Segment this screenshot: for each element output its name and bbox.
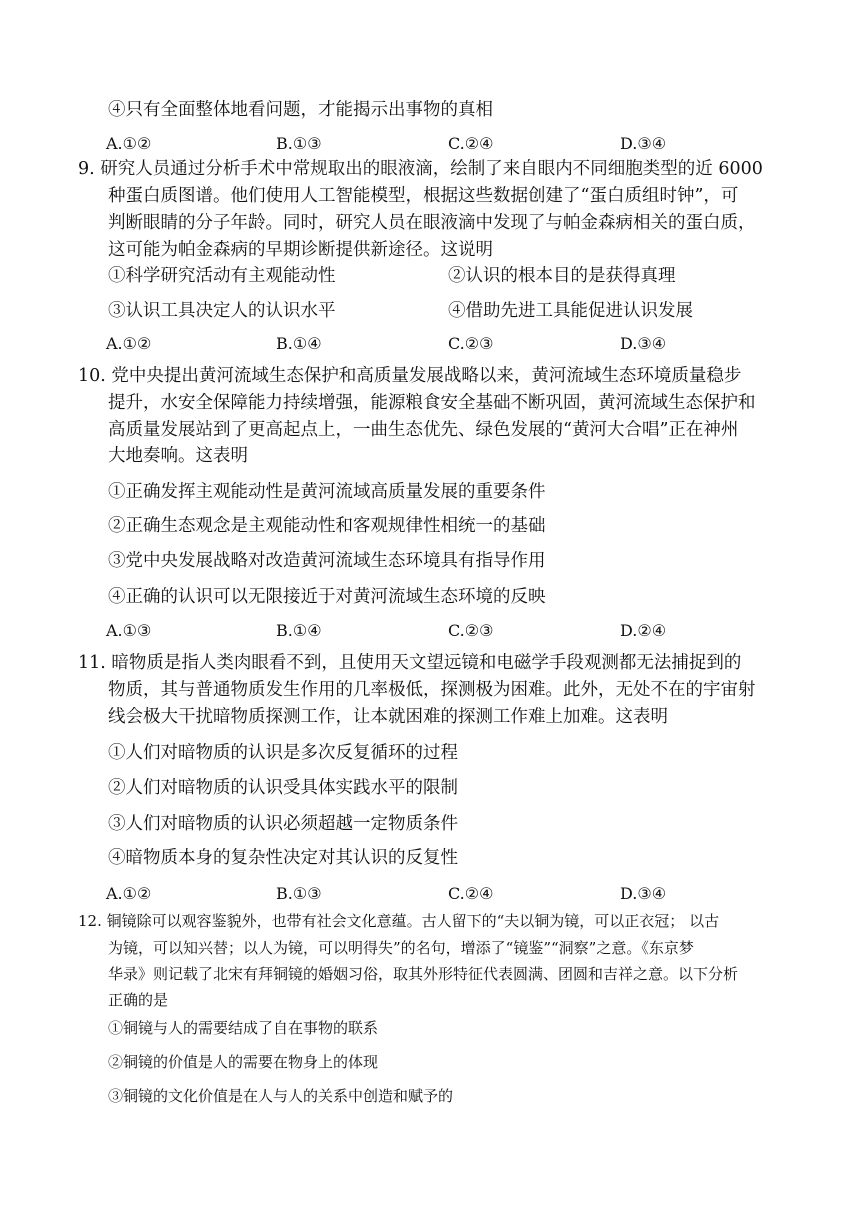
q10-stem-line-4: 大地奏响。这表明 xyxy=(108,446,248,466)
q9-option-1: ①科学研究活动有主观能动性 xyxy=(108,266,336,286)
q11-option-2: ②人们对暗物质的认识受具体实践水平的限制 xyxy=(108,778,458,798)
q9-stem-line-1: 9. 研究人员通过分析手术中常规取出的眼液滴，绘制了来自眼内不同细胞类型的近 6000 xyxy=(78,159,763,179)
q11-stem-line-1: 11. 暗物质是指人类肉眼看不到，且使用天文望远镜和电磁学手段观测都无法捕捉到的 xyxy=(78,653,742,673)
q11-option-1: ①人们对暗物质的认识是多次反复循环的过程 xyxy=(108,743,458,763)
q9-stem-line-2: 种蛋白质图谱。他们使用人工智能模型，根据这些数据创建了“蛋白质组时钟”，可 xyxy=(108,186,739,206)
q11-option-4: ④暗物质本身的复杂性决定对其认识的反复性 xyxy=(108,848,458,868)
q8-choice-b: B.①③ xyxy=(276,134,322,153)
q10-choice-a: A.①③ xyxy=(106,621,152,640)
q12-stem-line-2: 为镜，可以知兴替；以人为镜，可以明得失”的名句，增添了“镜鉴”“洞察”之意。《东京梦 xyxy=(108,939,694,957)
q9-option-2: ②认识的根本目的是获得真理 xyxy=(448,266,676,286)
q11-option-3: ③人们对暗物质的认识必须超越一定物质条件 xyxy=(108,814,458,834)
q11-stem-line-2: 物质，其与普通物质发生作用的几率极低，探测极为困难。此外，无处不在的宇宙射 xyxy=(108,680,756,700)
q9-choice-b: B.①④ xyxy=(276,334,322,353)
q9-stem-line-4: 这可能为帕金森病的早期诊断提供新途径。这说明 xyxy=(108,240,493,260)
q10-option-4: ④正确的认识可以无限接近于对黄河流域生态环境的反映 xyxy=(108,587,546,607)
q9-choice-a: A.①② xyxy=(106,334,152,353)
q11-choice-c: C.②④ xyxy=(448,884,494,903)
q10-stem-line-2: 提升，水安全保障能力持续增强，能源粮食安全基础不断巩固，黄河流域生态保护和 xyxy=(108,393,756,413)
q9-stem-line-3: 判断眼睛的分子年龄。同时，研究人员在眼液滴中发现了与帕金森病相关的蛋白质， xyxy=(108,213,756,233)
q12-option-1: ①铜镜与人的需要结成了自在事物的联系 xyxy=(108,1019,379,1037)
q12-stem-line-4: 正确的是 xyxy=(108,991,169,1009)
q8-choice-c: C.②④ xyxy=(448,134,494,153)
q10-choice-b: B.①④ xyxy=(276,621,322,640)
q11-choice-a: A.①② xyxy=(106,884,152,903)
q12-stem-line-3: 华录》则记载了北宋有拜铜镜的婚姻习俗，取其外形特征代表圆满、团圆和吉祥之意。以下分析 xyxy=(108,965,739,983)
q8-choice-d: D.③④ xyxy=(620,134,667,153)
q9-option-4: ④借助先进工具能促进认识发展 xyxy=(448,301,693,321)
q10-option-2: ②正确生态观念是主观能动性和客观规律性相统一的基础 xyxy=(108,516,546,536)
q10-option-3: ③党中央发展战略对改造黄河流域生态环境具有指导作用 xyxy=(108,551,546,571)
q10-choice-d: D.②④ xyxy=(620,621,667,640)
q10-choice-c: C.②③ xyxy=(448,621,494,640)
q10-option-1: ①正确发挥主观能动性是黄河流域高质量发展的重要条件 xyxy=(108,482,546,502)
q9-option-3: ③认识工具决定人的认识水平 xyxy=(108,301,336,321)
q10-stem-line-3: 高质量发展站到了更高起点上，一曲生态优先、绿色发展的“黄河大合唱”正在神州 xyxy=(108,420,739,440)
q12-stem-line-1: 12. 铜镜除可以观容鉴貌外，也带有社会文化意蕴。古人留下的“夫以铜为镜，可以正衣冠； 以古 xyxy=(78,912,720,930)
q8-option-4: ④只有全面整体地看问题，才能揭示出事物的真相 xyxy=(108,100,493,120)
q11-choice-d: D.③④ xyxy=(620,884,667,903)
q12-option-3: ③铜镜的文化价值是在人与人的关系中创造和赋予的 xyxy=(108,1087,454,1105)
q9-choice-d: D.③④ xyxy=(620,334,667,353)
q8-choice-a: A.①② xyxy=(106,134,152,153)
q9-choice-c: C.②③ xyxy=(448,334,494,353)
q11-choice-b: B.①③ xyxy=(276,884,322,903)
q12-option-2: ②铜镜的价值是人的需要在物身上的体现 xyxy=(108,1053,379,1071)
q10-stem-line-1: 10. 党中央提出黄河流域生态保护和高质量发展战略以来，黄河流域生态环境质量稳步 xyxy=(78,366,742,386)
q11-stem-line-3: 线会极大干扰暗物质探测工作，让本就困难的探测工作难上加难。这表明 xyxy=(108,707,668,727)
